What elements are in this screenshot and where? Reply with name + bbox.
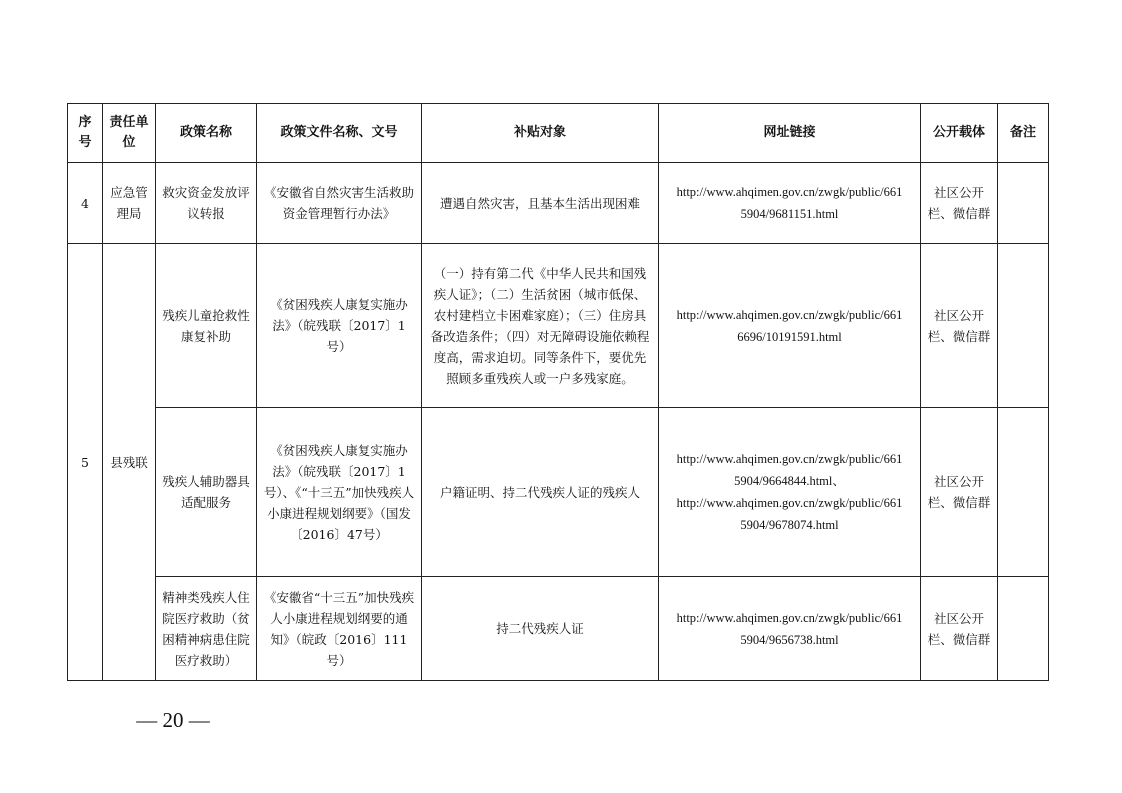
url-line[interactable]: 6696/10191591.html xyxy=(737,329,842,344)
row-target: （一）持有第二代《中华人民共和国残疾人证》；（二）生活贫困（城市低保、农村建档立卡困难家庭）；（三）住房具备改造条件；（四）对无障碍设施依赖程度高，需求迫切。同等条件下，要优先照顾多重残疾人或一户多残家庭。 xyxy=(422,244,659,408)
row-carrier: 社区公开栏、微信群 xyxy=(921,244,998,408)
url-line[interactable]: 5904/9678074.html xyxy=(740,518,839,532)
row-document: 《安徽省“十三五”加快残疾人小康进程规划纲要的通知》（皖政〔2016〕111号） xyxy=(257,577,422,681)
header-unit: 责任单位 xyxy=(103,104,156,163)
row-policy-name: 精神类残疾人住院医疗救助（贫困精神病患住院医疗救助） xyxy=(156,577,257,681)
url-line[interactable]: http://www.ahqimen.gov.cn/zwgk/public/661 xyxy=(676,496,903,510)
table-row xyxy=(68,163,1049,244)
page-number: — 20 — xyxy=(136,708,210,732)
row-policy-name: 救灾资金发放评议转报 xyxy=(156,163,257,244)
row-carrier: 社区公开栏、微信群 xyxy=(921,163,998,244)
header-policy-name: 政策名称 xyxy=(156,104,257,163)
row-note xyxy=(998,244,1049,408)
header-document: 政策文件名称、文号 xyxy=(257,104,422,163)
row-policy-name: 残疾人辅助器具适配服务 xyxy=(156,408,257,577)
header-carrier: 公开载体 xyxy=(921,104,998,163)
row-document: 《安徽省自然灾害生活救助资金管理暂行办法》 xyxy=(257,163,422,244)
table-row xyxy=(68,577,1049,681)
row-url-link[interactable] xyxy=(659,163,921,244)
table-row xyxy=(68,408,1049,577)
header-url: 网址链接 xyxy=(659,104,921,163)
row-url-link[interactable] xyxy=(659,244,921,408)
row-no: 4 xyxy=(68,163,103,244)
url-line[interactable]: http://www.ahqimen.gov.cn/zwgk/public/661 xyxy=(676,610,903,625)
row-document: 《贫困残疾人康复实施办法》（皖残联〔2017〕1号） xyxy=(257,244,422,408)
group-no: 5 xyxy=(68,244,103,681)
header-row xyxy=(68,104,1049,163)
url-line[interactable]: http://www.ahqimen.gov.cn/zwgk/public/661 xyxy=(676,452,903,466)
url-line[interactable]: http://www.ahqimen.gov.cn/zwgk/public/661 xyxy=(676,185,903,199)
row-url-link[interactable] xyxy=(659,408,921,577)
row-carrier: 社区公开栏、微信群 xyxy=(921,577,998,681)
group-unit: 县残联 xyxy=(103,244,156,681)
row-carrier: 社区公开栏、微信群 xyxy=(921,408,998,577)
row-document: 《贫困残疾人康复实施办法》（皖残联〔2017〕1号）、《“十三五”加快残疾人小康进程规划纲要》（国发〔2016〕47号） xyxy=(257,408,422,577)
row-note xyxy=(998,577,1049,681)
header-note: 备注 xyxy=(998,104,1049,163)
row-note xyxy=(998,408,1049,577)
row-target: 持二代残疾人证 xyxy=(422,577,659,681)
row-url-link[interactable] xyxy=(659,577,921,681)
row-note xyxy=(998,163,1049,244)
row-target: 户籍证明、持二代残疾人证的残疾人 xyxy=(422,408,659,577)
row-unit: 应急管理局 xyxy=(103,163,156,244)
url-line[interactable]: http://www.ahqimen.gov.cn/zwgk/public/661 xyxy=(676,307,903,322)
header-target: 补贴对象 xyxy=(422,104,659,163)
header-no: 序号 xyxy=(68,104,103,163)
row-target: 遭遇自然灾害，且基本生活出现困难 xyxy=(422,163,659,244)
policy-table xyxy=(67,103,1049,681)
url-line[interactable]: 5904/9681151.html xyxy=(740,207,839,221)
table-row xyxy=(68,244,1049,408)
url-line[interactable]: 5904/9664844.html、 xyxy=(734,474,845,488)
url-line[interactable]: 5904/9656738.html xyxy=(740,632,839,647)
row-policy-name: 残疾儿童抢救性康复补助 xyxy=(156,244,257,408)
